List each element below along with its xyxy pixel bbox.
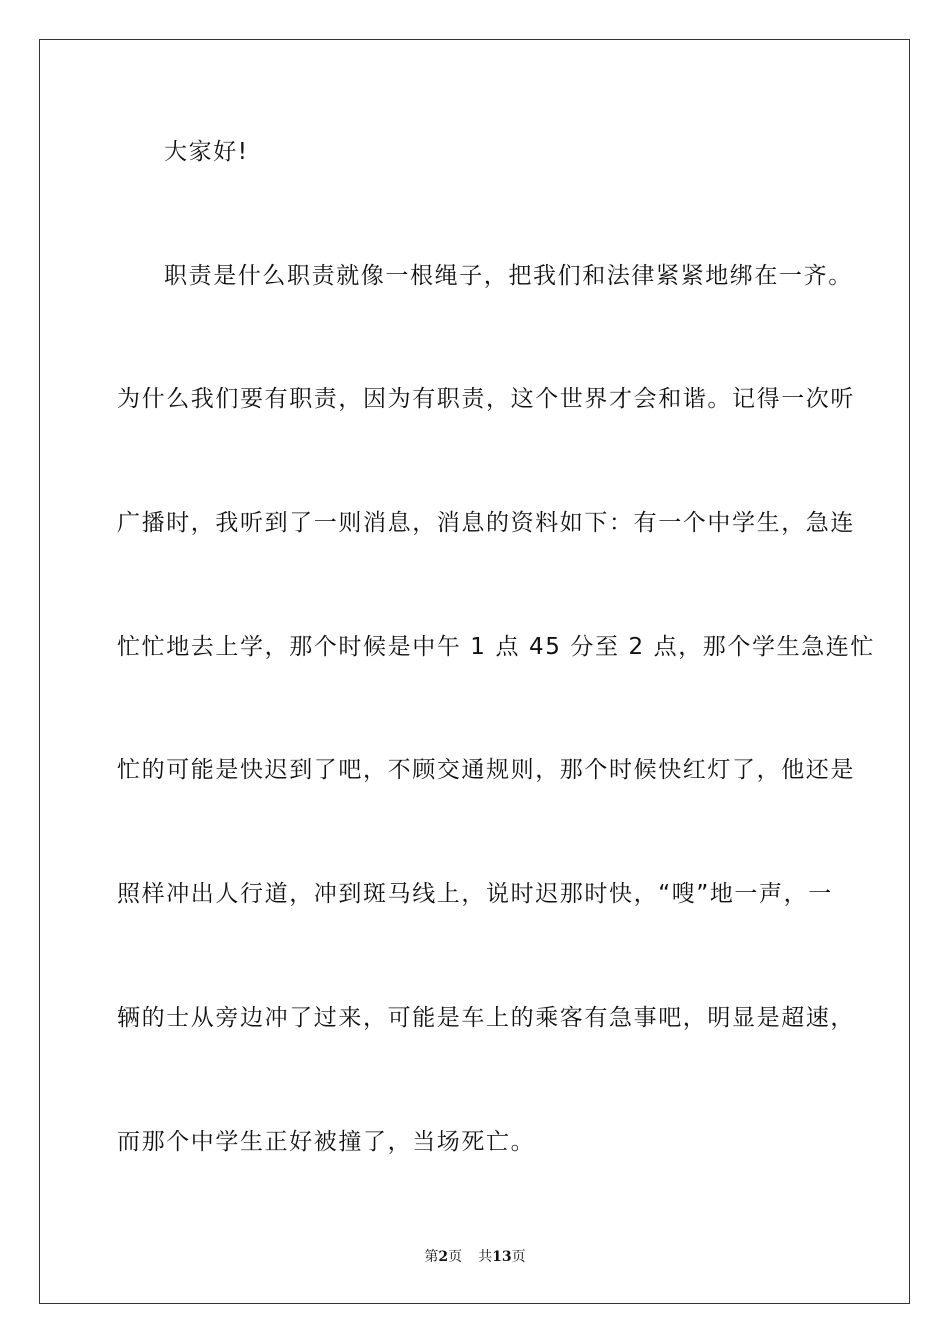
total-prefix: 共: [478, 1249, 493, 1265]
page-current: 2: [438, 1249, 449, 1265]
paragraph-line-8: 而那个中学生正好被撞了，当场死亡。: [117, 1129, 536, 1155]
total-suffix: 页: [511, 1249, 526, 1265]
paragraph-line-4: 忙忙地去上学，那个时候是中午 1 点 45 分至 2 点，那个学生急连忙: [117, 634, 875, 660]
paragraph-line-1: 职责是什么职责就像一根绳子，把我们和法律紧紧地绑在一齐。: [164, 263, 853, 289]
paragraph-line-6: 照样冲出人行道，冲到斑马线上，说时迟那时快，“嗖”地一声，一: [117, 881, 833, 907]
greeting-line: 大家好!: [164, 139, 249, 165]
paragraph-line-3: 广播时，我听到了一则消息，消息的资料如下：有一个中学生，急连: [117, 510, 855, 536]
paragraph-line-2: 为什么我们要有职责，因为有职责，这个世界才会和谐。记得一次听: [117, 386, 855, 412]
page-total: 13: [492, 1249, 512, 1265]
page-prefix: 第: [424, 1249, 439, 1265]
paragraph-line-7: 辆的士从旁边冲了过来，可能是车上的乘客有急事吧，明显是超速，: [117, 1005, 855, 1031]
page-suffix: 页: [448, 1249, 463, 1265]
page-footer: [0, 1246, 950, 1266]
paragraph-line-5: 忙的可能是快迟到了吧，不顾交通规则，那个时候快红灯了，他还是: [117, 757, 855, 783]
page-frame: [39, 39, 910, 1304]
